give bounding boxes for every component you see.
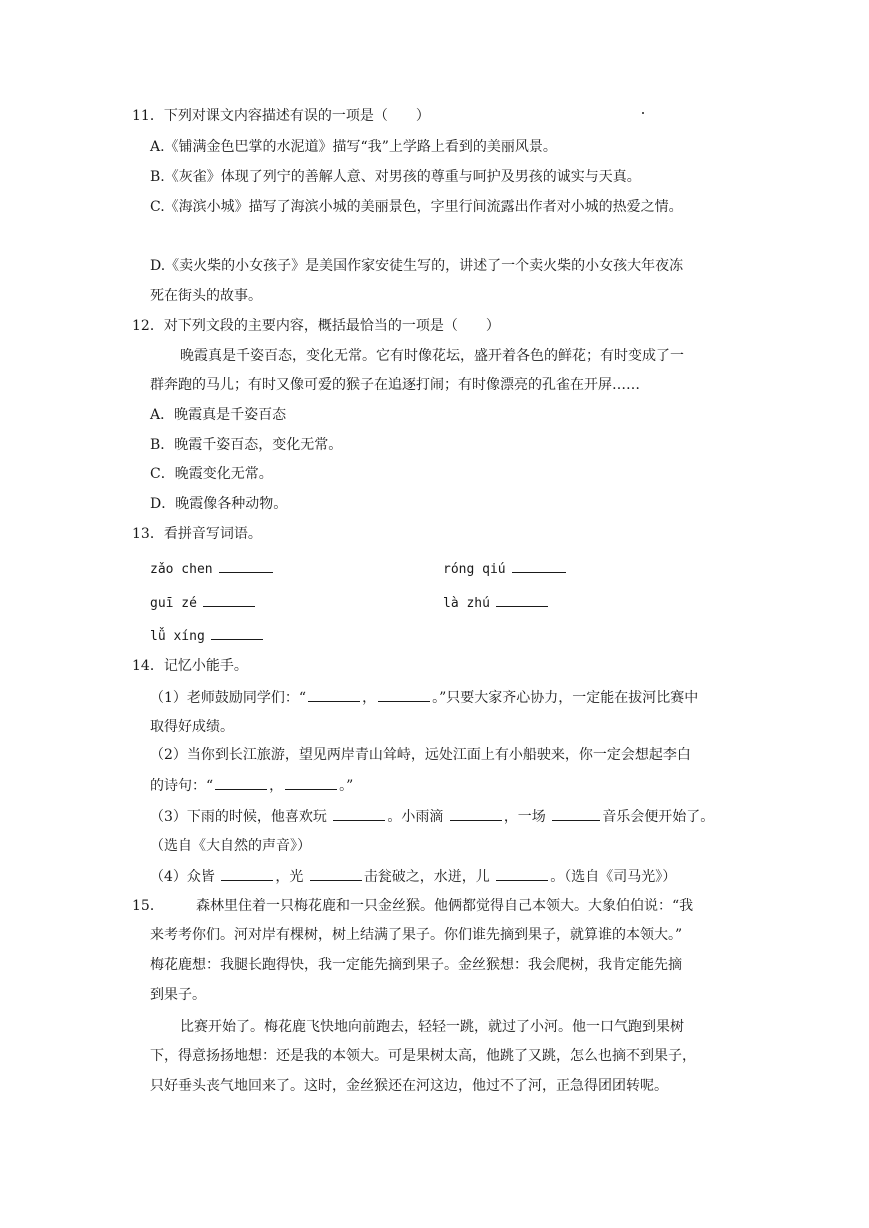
answer-blank[interactable] <box>496 592 548 607</box>
q14-sub3-line2: （选自《大自然的声音》） <box>150 838 311 854</box>
answer-blank[interactable] <box>552 806 600 821</box>
q14-sub1-line1 <box>150 687 698 708</box>
q14-sub3-text-a: （3）下雨的时候，他喜欢玩 <box>150 809 332 825</box>
q12-passage-line1: 晚霞真是千姿百态，变化无常。它有时像花坛，盛开着各色的鲜花；有时变成了一 <box>180 348 684 364</box>
answer-blank[interactable] <box>310 866 362 881</box>
q11-option-c: C.《海滨小城》描写了海滨小城的美丽景色，字里行间流露出作者对小城的热爱之情。 <box>150 199 683 215</box>
answer-blank[interactable] <box>215 775 267 790</box>
q12-stem: 12．对下列文段的主要内容，概括最恰当的一项是（ ） <box>132 318 500 334</box>
answer-blank[interactable] <box>308 687 360 702</box>
pinyin-lvxing: lǚ xíng <box>150 629 205 644</box>
answer-blank[interactable] <box>450 806 502 821</box>
q11-stem: 11．下列对课文内容描述有误的一项是（ ） <box>132 108 430 124</box>
q11-option-a: A.《铺满金色巴掌的水泥道》描写“我”上学路上看到的美丽风景。 <box>150 139 557 155</box>
q12-option-a: A．晚霞真是千姿百态 <box>150 407 287 423</box>
answer-blank[interactable] <box>333 806 385 821</box>
q13-item-5 <box>150 625 265 647</box>
q15-passage-line5: 比赛开始了。梅花鹿飞快地向前跑去，轻轻一跳，就过了小河。他一口气跑到果树 <box>180 1019 684 1035</box>
q13-stem: 13．看拼音写词语。 <box>132 526 262 542</box>
q15-passage-line6: 下，得意扬扬地想：还是我的本领大。可是果树太高，他跳了又跳，怎么也摘不到果子， <box>150 1048 696 1064</box>
q14-sub2-text-b: ， <box>269 778 284 794</box>
q14-sub2-line1: （2）当你到长江旅游，望见两岸青山耸峙，远处江面上有小船驶来，你一定会想起李白 <box>150 747 691 763</box>
q14-sub2-text-c: 。” <box>339 778 354 794</box>
q14-sub4-text-c: 击瓮破之，水迸，儿 <box>363 869 495 885</box>
q14-sub1-text-a: （1）老师鼓励同学们：“ <box>150 690 307 706</box>
answer-blank[interactable] <box>378 687 430 702</box>
q15-passage-line7: 只好垂头丧气地回来了。这时，金丝猴还在河这边，他过不了河，正急得团团转呢。 <box>150 1078 668 1094</box>
pinyin-lazhu: là zhú <box>443 596 490 611</box>
q13-item-1 <box>150 558 275 580</box>
q13-item-3 <box>150 592 257 614</box>
answer-blank[interactable] <box>203 592 255 607</box>
q14-sub3-text-b: 。小雨滴 <box>387 809 448 825</box>
q15-number: 15． <box>132 898 164 914</box>
answer-blank[interactable] <box>496 866 548 881</box>
q15-passage-line4: 到果子。 <box>150 987 206 1003</box>
q14-sub4-text-a: （4）众皆 <box>150 869 220 885</box>
q14-sub2-line2 <box>150 775 353 796</box>
pinyin-rongqiu: róng qiú <box>443 562 506 577</box>
q15-passage-line3: 梅花鹿想：我腿长跑得快，我一定能先摘到果子。金丝猴想：我会爬树，我肯定能先摘 <box>150 957 682 973</box>
q13-item-4 <box>443 592 550 614</box>
q15-passage-line1: 森林里住着一只梅花鹿和一只金丝猴。他俩都觉得自己本领大。大象伯伯说：“我 <box>196 898 694 914</box>
q14-sub1-text-c: 。”只要大家齐心协力，一定能在拔河比赛中 <box>432 690 699 706</box>
pinyin-zaochen: zǎo chen <box>150 562 213 577</box>
q14-sub3-text-c: ，一场 <box>503 809 551 825</box>
answer-blank[interactable] <box>221 866 273 881</box>
q14-sub2-text-a: 的诗句：“ <box>150 778 214 794</box>
q14-sub1-line2: 取得好成绩。 <box>150 719 234 735</box>
q11-option-d-line2: 死在街头的故事。 <box>150 288 262 304</box>
q15-passage-line2: 来考考你们。河对岸有棵树，树上结满了果子。你们谁先摘到果子，就算谁的本领大。” <box>150 927 683 943</box>
q14-sub4-line1 <box>150 866 676 887</box>
q12-passage-line2: 群奔跑的马儿；有时又像可爱的猴子在追逐打闹；有时像漂亮的孔雀在开屏…… <box>150 377 640 393</box>
q14-stem: 14．记忆小能手。 <box>132 658 248 674</box>
q11-option-d-line1: D.《卖火柴的小女孩子》是美国作家安徒生写的，讲述了一个卖火柴的小女孩大年夜冻 <box>150 258 684 274</box>
answer-blank[interactable] <box>219 558 273 573</box>
q14-sub4-text-d: 。（选自《司马光》） <box>550 869 677 885</box>
pinyin-guize: guī zé <box>150 596 197 611</box>
q13-item-2 <box>443 558 568 580</box>
q12-option-d: D．晚霞像各种动物。 <box>150 496 288 512</box>
q12-option-c: C．晚霞变化无常。 <box>150 466 273 482</box>
q11-option-b: B.《灰雀》体现了列宁的善解人意、对男孩的尊重与呵护及男孩的诚实与天真。 <box>150 169 641 185</box>
answer-blank[interactable] <box>512 558 566 573</box>
q14-sub3-line1 <box>150 806 714 827</box>
q14-sub1-text-b: ， <box>362 690 377 706</box>
q12-option-b: B．晚霞千姿百态，变化无常。 <box>150 437 343 453</box>
q14-sub4-text-b: ，光 <box>275 869 308 885</box>
stray-dot <box>642 112 644 114</box>
answer-blank[interactable] <box>211 625 263 640</box>
answer-blank[interactable] <box>285 775 337 790</box>
q14-sub3-text-d: 音乐会便开始了。 <box>602 809 715 825</box>
